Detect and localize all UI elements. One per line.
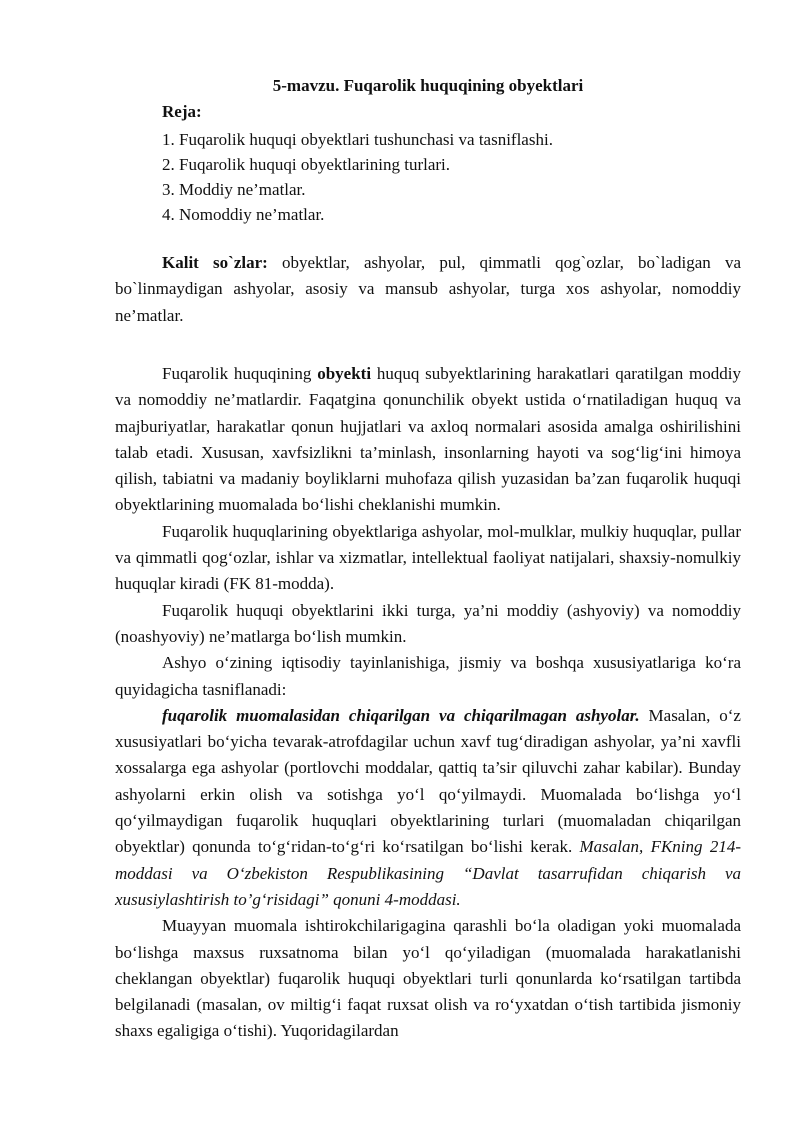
paragraph-restricted-items (115, 703, 741, 913)
keywords-paragraph (115, 250, 741, 329)
plan-item: 1. Fuqarolik huquqi obyektlari tushunchasi va tasniflashi. (162, 130, 553, 149)
term-bold: obyekti (317, 364, 372, 383)
main-text (115, 361, 741, 1045)
plan-item: 3. Moddiy ne’matlar. (162, 180, 306, 199)
paragraph-two-types: Fuqarolik huquqi obyektlarini ikki turga, ya’ni moddiy (ashyoviy) va nomoddiy (noashyoviy) ne’matlarga bo‘lish mumkin. (115, 600, 741, 646)
plan-item: 2. Fuqarolik huquqi obyektlarining turlari. (162, 155, 451, 174)
paragraph-object-definition (115, 361, 741, 519)
paragraph-classification: Ashyo o‘zining iqtisodiy tayinlanishiga, jismiy va boshqa xususiyatlariga ko‘ra quyidagicha tasniflanadi: (115, 653, 741, 699)
plan-item: 4. Nomoddiy ne’matlar. (162, 205, 325, 224)
document-title: 5-mavzu. Fuqarolik huquqining obyektlari (272, 76, 584, 95)
plan-heading: Reja: (162, 102, 202, 121)
plan-list (162, 127, 553, 227)
paragraph-text: Fuqarolik huquqining (162, 364, 318, 383)
paragraph-object-types: Fuqarolik huquqlarining obyektlariga ashyolar, mol-mulklar, mulkiy huquqlar, pullar va qimmatli qog‘ozlar, ishlar va xizmatlar, intellektual faoliyat natijalari, shaxsiy-nomulkiy huquqlar kiradi (FK 81-modda). (115, 521, 741, 594)
paragraph-text: huquq subyektlarining harakatlari qaratilgan moddiy va nomoddiy ne’matlardir. Faqatgina qonunchilik obyekt ustida o‘rnatiladigan huquq va majburiyatlar, harakatlar qonun hujjatlari va axloq normalari asosida amalga oshirilishini talab etadi. Xususan, xavfsizlikni ta’minlash, insonlarning hayoti va sog‘lig‘ini himoya qilish, tabiatni va madaniy boyliklarni muhofaza qilish yuzasidan ba’zan fuqarolik huquqi obyektlarining muomalada bo‘lishi cheklanishi mumkin. (115, 364, 741, 515)
legal-reference: Masalan, FKning 214-moddasi va O‘zbekiston Respublikasining “Davlat tasarrufidan chiqarish va xususiylashtirish to’g‘risidagi” qonuni 4-moddasi. (115, 837, 742, 909)
paragraph-text: Masalan, o‘z xususiyatlari bo‘yicha tevarak-atrofdagilar uchun xavf tug‘diradigan ashyolar, ya’ni xavfli xossalarga ega ashyolar (portlovchi moddalar, qattiq ta’sir qiluvchi zahar kabilar). Bunday ashyolarni erkin olish va sotishga yo‘l qo‘yilmaydi. Muomalada bo‘lishga yo‘l qo‘yilmaydigan fuqarolik huquqlari obyektlarining turlari (muomaladan chiqarilgan obyektlar) qonunda to‘g‘ridan-to‘g‘ri ko‘rsatilgan bo‘lishi kerak. (115, 705, 741, 857)
term-bold-italic: fuqarolik muomalasidan chiqarilgan va chiqarilmagan ashyolar. (162, 705, 640, 725)
keywords-label: Kalit so`zlar: (162, 253, 268, 272)
keywords-text: obyektlar, ashyolar, pul, qimmatli qog`ozlar, bo`ladigan va bo`linmaydigan ashyolar, asosiy va mansub ashyolar, turga xos ashyolar, nomoddiy ne’matlar. (115, 253, 741, 325)
paragraph-limited-circulation: Muayyan muomala ishtirokchilarigagina qarashli bo‘la oladigan yoki muomalada bo‘lishga maxsus ruxsatnoma bilan yo‘l qo‘yiladigan (muomalada harakatlanishi cheklangan obyektlar) fuqarolik huquqi obyektlari turli qonunlarda ko‘rsatilgan tartibda belgilanadi (masalan, ov miltig‘i faqat ruxsat olish va ro‘yxatdan o‘tish tartibida jismoniy shaxs egaligiga o‘tishi). Yuqoridagilardan (115, 916, 741, 1041)
